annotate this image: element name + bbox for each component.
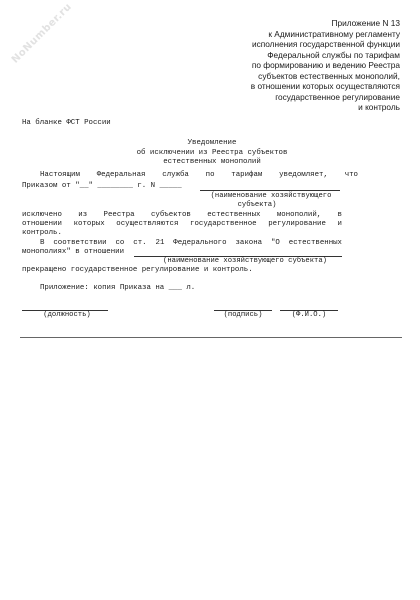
- attachment-note: Приложение: копия Приказа на ___ л.: [40, 284, 196, 292]
- para2-line2: монополиях" в отношении: [22, 248, 125, 256]
- appendix-line: государственное регулирование: [275, 91, 400, 102]
- appendix-line: Федеральной службы по тарифам: [267, 49, 400, 60]
- document-title: [22, 139, 402, 168]
- letterhead-note: На бланке ФСТ России: [22, 119, 111, 127]
- para2-line3: прекращено государственное регулирование и контроль.: [22, 266, 253, 274]
- appendix-line: по формированию и ведению Реестра: [251, 60, 400, 70]
- para1-line5: контроль.: [22, 229, 62, 237]
- title-line: естественных монополий: [163, 158, 261, 167]
- para1-line1: Настоящим Федеральная служба по тарифам уведомляет, что: [40, 171, 358, 179]
- appendix-line: исполнения государственной функции: [251, 39, 400, 49]
- appendix-line: и контроль: [358, 102, 400, 112]
- bottom-divider: [20, 337, 402, 338]
- watermark: NoNumber.ru: [9, 1, 75, 66]
- appendix-line: к Административному регламенту: [268, 28, 400, 39]
- signature-caption: (подпись): [223, 311, 263, 319]
- title-line: об исключении из Реестра субъектов: [136, 148, 288, 157]
- title-line: Уведомление: [187, 139, 237, 147]
- para2-line1: В соответствии со ст. 21 Федерального закона "О естественных: [40, 239, 342, 247]
- subject-name-caption-2: субъекта): [237, 201, 277, 209]
- para1-line2: Приказом от "__" ________ г. N _____: [22, 182, 182, 190]
- appendix-line: в отношении которых осуществляются: [250, 81, 400, 91]
- position-caption: (должность): [43, 311, 91, 319]
- para1-line3: исключено из Реестра субъектов естественных монополий, в: [22, 211, 342, 219]
- subject-name-caption-3: (наименование хозяйствующего субъекта): [163, 257, 327, 265]
- subject-name-caption: (наименование хозяйствующего: [210, 192, 332, 200]
- name-caption: (Ф.И.О.): [291, 311, 327, 319]
- appendix-line: субъектов естественных монополий,: [258, 70, 400, 81]
- appendix-header: [200, 18, 400, 113]
- subject-name-line: [200, 190, 340, 191]
- para1-line4: отношении которых осуществляются государственное регулирование и: [22, 220, 342, 228]
- appendix-line: Приложение N 13: [331, 18, 400, 28]
